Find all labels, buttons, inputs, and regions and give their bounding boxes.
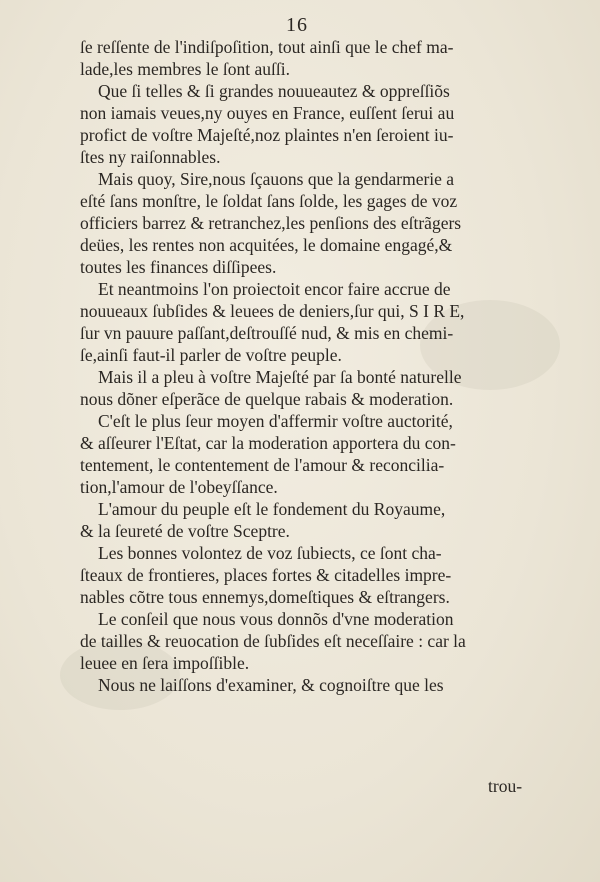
page-number: 16 <box>286 14 308 36</box>
text-line: Et neantmoins l'on proiectoit encor faire accrue de <box>98 279 451 299</box>
text-line: leuee en ſera impoſſible. <box>80 653 250 673</box>
text-line: Nous ne laiſſons d'examiner, & cognoiſtre que les <box>98 675 444 695</box>
catchword: trou- <box>488 776 523 796</box>
text-line: ſe reſſente de l'indiſpoſition, tout ainſi que le chef ma- <box>80 37 454 57</box>
text-line: tion,l'amour de l'obeyſſance. <box>80 477 278 497</box>
text-line: toutes les finances diſſipees. <box>80 257 277 277</box>
text-line: Le conſeil que nous vous donnõs d'vne moderation <box>98 609 454 629</box>
text-line: Mais quoy, Sire,nous ſçauons que la gendarmerie a <box>98 169 455 189</box>
text-line: non iamais veues,ny ouyes en France, euſſent ſerui au <box>80 103 455 123</box>
text-line: & aſſeurer l'Eſtat, car la moderation apportera du con- <box>80 433 456 453</box>
text-line: Que ſi telles & ſi grandes nouueautez & oppreſſiõs <box>98 81 450 101</box>
text-line: ſteaux de frontieres, places fortes & citadelles impre- <box>80 565 452 585</box>
text-line: Mais il a pleu à voſtre Majeſté par ſa bonté naturelle <box>98 367 462 387</box>
text-line: ſtes ny raiſonnables. <box>80 147 221 167</box>
text-line: lade,les membres le ſont auſſi. <box>80 59 290 79</box>
text-line: L'amour du peuple eſt le fondement du Royaume, <box>98 499 446 519</box>
text-line: nables cõtre tous ennemys,domeſtiques & eſtrangers. <box>80 587 450 607</box>
text-line: tentement, le contentement de l'amour & reconcilia- <box>80 455 445 475</box>
text-line: deües, les rentes non acquitées, le domaine engagé,& <box>80 235 453 255</box>
text-line: de tailles & reuocation de ſubſides eſt neceſſaire : car la <box>80 631 466 651</box>
text-line: eſté ſans monſtre, le ſoldat ſans ſolde, les gages de voz <box>80 191 458 211</box>
text-line: & la ſeureté de voſtre Sceptre. <box>80 521 290 541</box>
text-line: nouueaux ſubſides & leuees de deniers,ſur qui, S I R E, <box>80 301 465 321</box>
text-line: nous dõner eſperãce de quelque rabais & moderation. <box>80 389 454 409</box>
text-line: officiers barrez & retranchez,les penſions des eſtrãgers <box>80 213 462 233</box>
text-line: ſur vn pauure paſſant,deſtrouſſé nud, & mis en chemi- <box>80 323 454 343</box>
text-line: profict de voſtre Majeſté,noz plaintes n'en ſeroient iu- <box>80 125 454 145</box>
text-line: C'eſt le plus ſeur moyen d'affermir voſtre auctorité, <box>98 411 453 431</box>
body-text <box>80 36 542 696</box>
text-line: Les bonnes volontez de voz ſubiects, ce ſont cha- <box>98 543 442 563</box>
text-line: ſe,ainſi faut-il parler de voſtre peuple. <box>80 345 342 365</box>
